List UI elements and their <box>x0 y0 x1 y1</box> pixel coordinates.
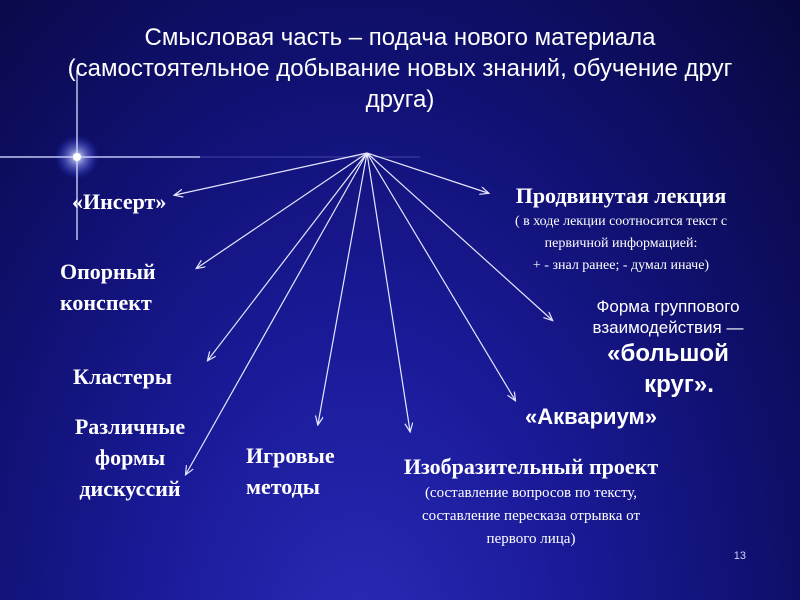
method-opornyi-konspekt: Опорный конспект <box>60 259 156 315</box>
method-prodvinutaya-lekciya: Продвинутая лекция ( в ходе лекции соотносится текст с первичной информацией: + - знал ранее; - думал иначе) <box>486 181 756 277</box>
proekt-title: Изобразительный проект <box>403 454 659 479</box>
method-klastery: Кластеры <box>73 364 173 389</box>
arrow-diskussii <box>186 153 367 474</box>
method-bolshoi-krug: Форма группового взаимодействия — «большой круг». <box>592 297 744 398</box>
arrow-opornyi <box>197 153 367 268</box>
arrow-lekciya <box>367 153 488 193</box>
arrow-klastery <box>208 153 367 360</box>
arrow-insert <box>175 153 367 195</box>
slide-title: Смысловая часть – подача нового материала (самостоятельное добывание новых знаний, обучение друг друга) <box>67 24 733 113</box>
arrow-igrovye <box>318 153 367 424</box>
lekciya-title: Продвинутая лекция <box>515 183 727 208</box>
arrow-proekt <box>367 153 410 431</box>
method-igrovye: Игровые методы <box>246 443 335 499</box>
slide-number: 13 <box>733 550 746 562</box>
method-insert: «Инсерт» <box>72 189 167 214</box>
method-akvarium: «Аквариум» <box>525 404 658 429</box>
method-proekt: Изобразительный проект (составление вопросов по тексту, составление пересказа отрывка от первого лица) <box>368 452 694 551</box>
method-diskussii: Различные формы дискуссий <box>74 414 186 501</box>
